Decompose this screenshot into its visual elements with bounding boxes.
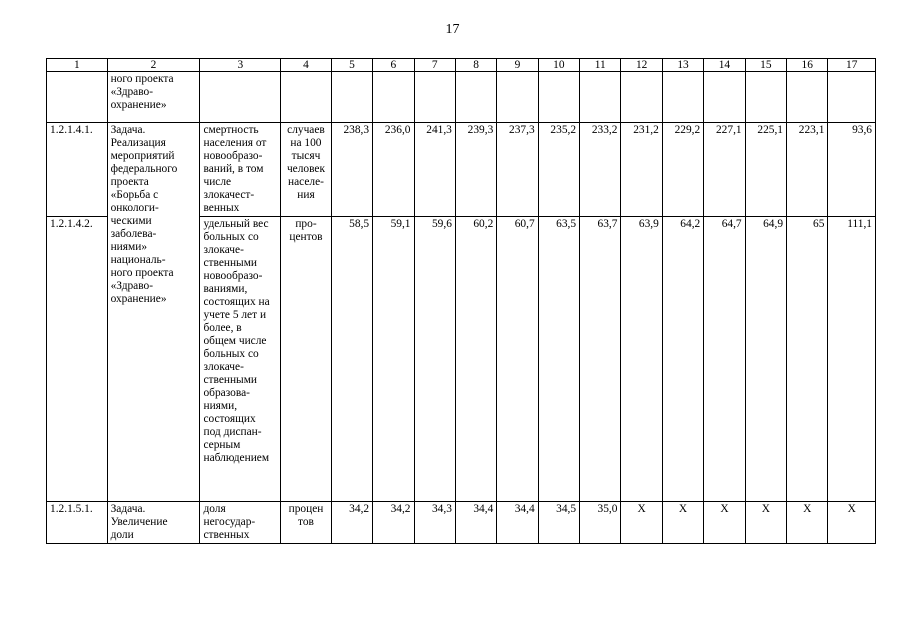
column-header: 6 — [373, 59, 414, 72]
value-cell: 60,2 — [455, 217, 496, 502]
unit-cell: случаев на 100 тысяч человек населе- ния — [281, 123, 331, 217]
value-cell: 235,2 — [538, 123, 579, 217]
value-cell: X — [745, 502, 786, 544]
value-cell: 225,1 — [745, 123, 786, 217]
value-cell: 237,3 — [497, 123, 538, 217]
indicators-table — [46, 58, 876, 544]
column-header: 16 — [787, 59, 828, 72]
value-cell: 59,1 — [373, 217, 414, 502]
value-cell: 58,5 — [331, 217, 372, 502]
value-cell: 59,6 — [414, 217, 455, 502]
value-cell: X — [787, 502, 828, 544]
value-cell: 63,5 — [538, 217, 579, 502]
value-cell — [538, 72, 579, 123]
value-cell — [621, 72, 662, 123]
value-cell — [331, 72, 372, 123]
value-cell: 65 — [787, 217, 828, 502]
task-cell: Задача. Увеличение доли — [107, 502, 200, 544]
column-header: 10 — [538, 59, 579, 72]
value-cell: 35,0 — [580, 502, 621, 544]
column-header: 13 — [662, 59, 703, 72]
column-header: 8 — [455, 59, 496, 72]
value-cell: 64,9 — [745, 217, 786, 502]
value-cell: 238,3 — [331, 123, 372, 217]
unit-cell — [281, 72, 331, 123]
value-cell: 63,7 — [580, 217, 621, 502]
column-header: 11 — [580, 59, 621, 72]
value-cell: 34,4 — [497, 502, 538, 544]
value-cell: 93,6 — [828, 123, 876, 217]
indicator-cell — [200, 72, 281, 123]
value-cell: 233,2 — [580, 123, 621, 217]
column-header: 9 — [497, 59, 538, 72]
value-cell: 60,7 — [497, 217, 538, 502]
code-cell: 1.2.1.4.1. — [47, 123, 108, 217]
column-header: 7 — [414, 59, 455, 72]
value-cell — [828, 72, 876, 123]
column-header: 5 — [331, 59, 372, 72]
table-row-continuation — [47, 72, 876, 123]
value-cell: X — [621, 502, 662, 544]
header-row — [47, 59, 876, 72]
value-cell: 34,2 — [373, 502, 414, 544]
unit-cell: процен тов — [281, 502, 331, 544]
task-cell: Задача. Реализация мероприятий федерального проекта «Борьба с онкологи- ческими заболева- ниями» националь- ного проекта «Здраво- охранение» — [107, 123, 200, 502]
value-cell — [787, 72, 828, 123]
column-header: 4 — [281, 59, 331, 72]
value-cell: 239,3 — [455, 123, 496, 217]
unit-cell: про- центов — [281, 217, 331, 502]
value-cell — [455, 72, 496, 123]
value-cell: 34,4 — [455, 502, 496, 544]
value-cell: 231,2 — [621, 123, 662, 217]
indicator-cell: удельный вес больных со злокаче- ственными новообразо- ваниями, состоящих на учете 5 лет и более, в общем числе больных со злокаче- ственными образова- ниями, состоящих под диспан- серным наблюдением — [200, 217, 281, 502]
code-cell: 1.2.1.5.1. — [47, 502, 108, 544]
column-header: 15 — [745, 59, 786, 72]
value-cell — [704, 72, 745, 123]
value-cell: 223,1 — [787, 123, 828, 217]
value-cell — [662, 72, 703, 123]
page-number: 17 — [445, 22, 460, 37]
column-header: 1 — [47, 59, 108, 72]
value-cell: 34,5 — [538, 502, 579, 544]
value-cell: 34,3 — [414, 502, 455, 544]
value-cell — [414, 72, 455, 123]
value-cell — [745, 72, 786, 123]
column-header: 3 — [200, 59, 281, 72]
value-cell: 63,9 — [621, 217, 662, 502]
table-row — [47, 502, 876, 544]
value-cell — [373, 72, 414, 123]
value-cell: 34,2 — [331, 502, 372, 544]
value-cell — [580, 72, 621, 123]
value-cell: 227,1 — [704, 123, 745, 217]
indicator-cell: смертность населения от новообразо- ваний, в том числе злокачест- венных — [200, 123, 281, 217]
value-cell: 229,2 — [662, 123, 703, 217]
value-cell: 64,7 — [704, 217, 745, 502]
value-cell: X — [828, 502, 876, 544]
table-row — [47, 123, 876, 217]
column-header: 12 — [621, 59, 662, 72]
value-cell: 64,2 — [662, 217, 703, 502]
column-header: 17 — [828, 59, 876, 72]
indicator-cell: доля негосудар- ственных — [200, 502, 281, 544]
value-cell: 236,0 — [373, 123, 414, 217]
value-cell: 111,1 — [828, 217, 876, 502]
value-cell — [497, 72, 538, 123]
task-cell: ного проекта «Здраво- охранение» — [107, 72, 200, 123]
column-header: 14 — [704, 59, 745, 72]
column-header: 2 — [107, 59, 200, 72]
code-cell — [47, 72, 108, 123]
code-cell: 1.2.1.4.2. — [47, 217, 108, 502]
value-cell: X — [662, 502, 703, 544]
value-cell: 241,3 — [414, 123, 455, 217]
value-cell: X — [704, 502, 745, 544]
